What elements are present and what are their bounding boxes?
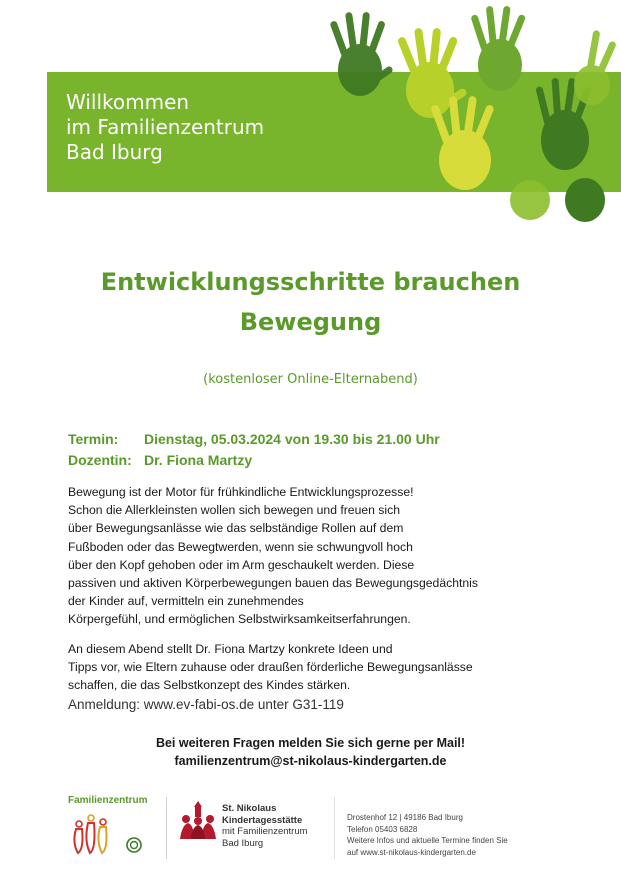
headline-line-2: Bewegung: [239, 308, 382, 336]
dozentin-row: [68, 450, 440, 471]
text-line: Tipps vor, wie Eltern zuhause oder draußen förderliche Bewegungsanlässe: [68, 659, 473, 674]
contact-email[interactable]: familienzentrum@st-nikolaus-kindergarten.de: [174, 754, 447, 768]
event-headline: [0, 262, 621, 342]
kita-address: [347, 812, 508, 858]
text-line: schaffen, die das Selbstkonzept des Kindes stärken.: [68, 678, 351, 693]
kita-name: [222, 803, 308, 849]
address-line[interactable]: auf www.st-nikolaus-kindergarten.de: [347, 847, 476, 857]
text-line: An diesem Abend stellt Dr. Fiona Martzy konkrete Ideen und: [68, 641, 393, 656]
termin-row: [68, 429, 440, 450]
text-line: Körpergefühl, und ermöglichen Selbstwirksamkeitserfahrungen.: [68, 612, 411, 627]
text-line: der Kinder auf, vermitteln ein zunehmendes: [68, 594, 304, 609]
handprints-illustration: [300, 0, 621, 228]
event-subtitle: (kostenloser Online-Elternabend): [203, 372, 418, 387]
handprint-mid: [470, 6, 526, 91]
dozentin-value: Dr. Fiona Martzy: [144, 452, 253, 468]
description-paragraph-2: [68, 640, 548, 695]
handprint-dark: [329, 12, 394, 96]
address-line: Drostenhof 12 | 49186 Bad Iburg: [347, 813, 463, 822]
banner-title-line: Bad Iburg: [66, 140, 163, 164]
banner-title-line: Willkommen: [66, 90, 190, 114]
contact-prompt: Bei weiteren Fragen melden Sie sich gerne per Mail!: [155, 736, 466, 750]
footer: [0, 795, 621, 865]
family-figures-icon: [68, 809, 116, 857]
text-line: Bewegung ist der Motor für frühkindliche Entwicklungsprozesse!: [68, 485, 414, 499]
st-nikolaus-emblem-icon: [178, 799, 218, 841]
termin-value: Dienstag, 05.03.2024 von 19.30 bis 21.00 Uhr: [144, 431, 440, 447]
kita-line: mit Familienzentrum: [222, 826, 308, 837]
contact-info: [0, 734, 621, 770]
banner-title: [66, 90, 264, 165]
familienzentrum-name: Familienzentrum: [68, 795, 148, 806]
quality-seal-icon: [126, 837, 142, 853]
event-description: [68, 483, 548, 705]
text-line: über den Kopf gehoben oder im Arm geschaukelt werden. Diese: [68, 557, 415, 572]
address-line: Weitere Infos und aktuelle Termine finden Sie: [347, 836, 508, 845]
headline-line-1: Entwicklungsschritte brauchen: [100, 268, 521, 296]
footer-divider: [166, 797, 167, 859]
banner-title-line: im Familienzentrum: [66, 115, 265, 139]
event-details: [68, 429, 440, 471]
termin-label: Termin:: [68, 431, 119, 447]
familienzentrum-logo: [68, 795, 158, 860]
dozentin-label: Dozentin:: [68, 452, 132, 468]
text-line: passiven und aktiven Körperbewegungen bauen das Bewegungsgedächtnis: [68, 576, 478, 591]
kita-line: St. Nikolaus: [222, 803, 277, 814]
kita-line: Kindertagesstätte: [222, 814, 303, 826]
footer-divider: [334, 797, 335, 859]
description-paragraph-1: [68, 483, 548, 629]
text-line: Schon die Allerkleinsten wollen sich bewegen und freuen sich: [68, 503, 400, 518]
kita-line: Bad Iburg: [222, 837, 264, 849]
address-line: Telefon 05403 6828: [347, 824, 418, 834]
registration-info: Anmeldung: www.ev-fabi-os.de unter G31-119: [68, 697, 344, 712]
text-line: über Bewegungsanlässe wie das selbständige Rollen auf dem: [68, 521, 404, 536]
text-line: Fußboden oder das Bewegtwerden, wenn sie schwungvoll hoch: [68, 539, 413, 554]
